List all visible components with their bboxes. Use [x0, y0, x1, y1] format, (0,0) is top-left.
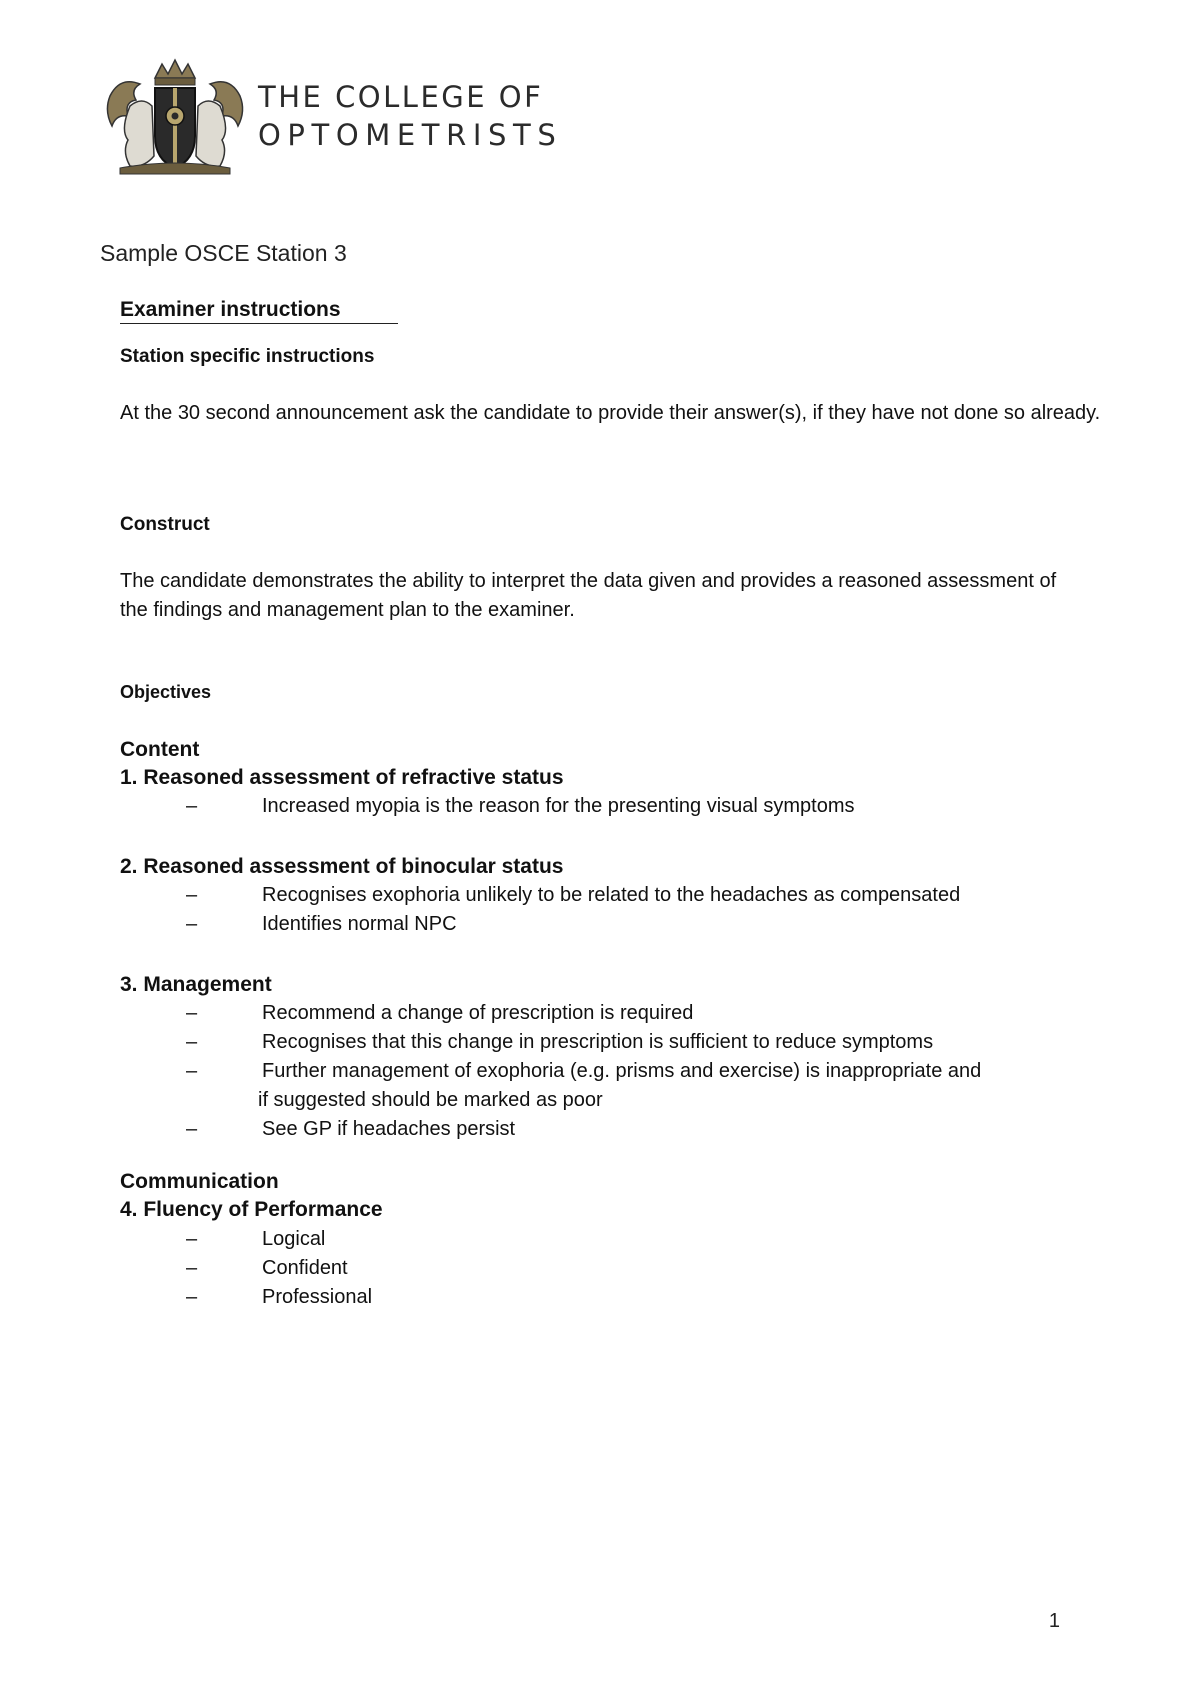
list-item: – Recognises that this change in prescription is sufficient to reduce symptoms	[120, 1028, 1120, 1057]
section-1-list	[120, 792, 1120, 821]
examiner-instructions-heading: Examiner instructions	[120, 298, 398, 324]
org-name-line1: THE COLLEGE OF	[258, 80, 544, 114]
section-2-title: 2. Reasoned assessment of binocular status	[120, 855, 564, 878]
list-item: – Professional	[120, 1283, 1120, 1312]
header	[100, 56, 562, 176]
section-2-list	[120, 881, 1120, 939]
bullet-dash: –	[186, 1002, 198, 1024]
section-3-list	[120, 999, 1120, 1144]
list-item-continuation: if suggested should be marked as poor	[258, 1089, 603, 1111]
org-name-line2: OPTOMETRISTS	[258, 118, 563, 152]
content-heading: Content	[120, 738, 200, 761]
bullet-dash: –	[186, 1257, 198, 1279]
bullet-dash: –	[186, 1031, 198, 1053]
bullet-dash: –	[186, 1286, 198, 1308]
bullet-dash: –	[186, 1060, 198, 1082]
list-item: – See GP if headaches persist	[120, 1115, 1120, 1144]
list-item: – Further management of exophoria (e.g. prisms and exercise) is inappropriate and if suggested should be marked as poor	[120, 1057, 1120, 1115]
bullet-dash: –	[186, 884, 198, 906]
objectives-heading: Objectives	[120, 682, 212, 702]
section-4-list	[120, 1225, 1120, 1312]
construct-text: The candidate demonstrates the ability to interpret the data given and provides a reasoned assessment of the findings and management plan to the examiner.	[120, 570, 1057, 621]
organization-name	[258, 78, 562, 154]
document-subtitle: Sample OSCE Station 3	[100, 240, 347, 266]
section-4-title: 4. Fluency of Performance	[120, 1198, 383, 1221]
list-item: – Confident	[120, 1254, 1120, 1283]
section-1-title: 1. Reasoned assessment of refractive status	[120, 766, 564, 789]
section-3-title: 3. Management	[120, 973, 272, 996]
list-item: – Increased myopia is the reason for the presenting visual symptoms	[120, 792, 1120, 821]
station-instructions-text: At the 30 second announcement ask the candidate to provide their answer(s), if they have not done so already.	[120, 402, 1101, 424]
bullet-dash: –	[186, 1228, 198, 1250]
bullet-dash: –	[186, 795, 198, 817]
bullet-dash: –	[186, 913, 198, 935]
bullet-dash: –	[186, 1118, 198, 1140]
page-number: 1	[1048, 1610, 1060, 1632]
list-item: – Recommend a change of prescription is required	[120, 999, 1120, 1028]
list-item: – Identifies normal NPC	[120, 910, 1120, 939]
communication-heading: Communication	[120, 1170, 279, 1193]
construct-heading: Construct	[120, 514, 210, 535]
list-item: – Logical	[120, 1225, 1120, 1254]
list-item: – Recognises exophoria unlikely to be related to the headaches as compensated	[120, 881, 1120, 910]
station-instructions-heading: Station specific instructions	[120, 346, 375, 367]
college-crest-icon	[100, 56, 250, 176]
